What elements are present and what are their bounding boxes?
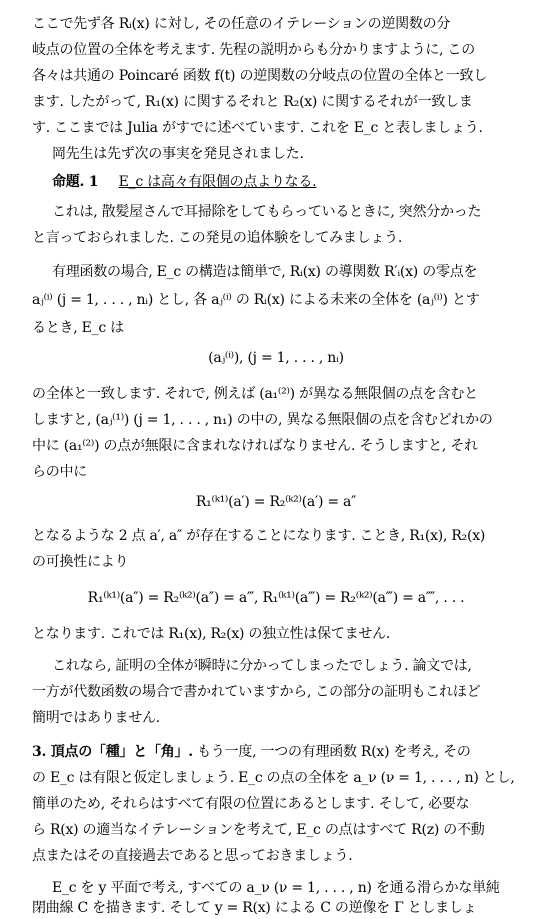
text-line: これは, 散髪屋さんで耳掃除をしてもらっているときに, 突然分かった <box>52 204 482 220</box>
text-line: 有理函数の場合, E_c の構造は簡単で, Rᵢ(x) の導関数 R′ᵢ(x) の零点を <box>52 264 478 280</box>
text-line: るとき, E_c は <box>32 320 124 336</box>
theorem-label: 命題. 1 <box>52 174 99 190</box>
section-heading: 3. 頂点の「種」と「角」. <box>32 744 193 760</box>
theorem-statement: E_c は高々有限個の点よりなる. <box>118 174 317 190</box>
text-line: と言っておられました. この発見の追体験をしてみましょう. <box>32 230 403 246</box>
text-line: の可換性により <box>32 554 129 570</box>
text-line: 岡先生は先ず次の事実を発見されました. <box>52 146 304 162</box>
theorem <box>52 172 540 192</box>
text-line: 簡単のため, それらはすべて有限の位置にあるとします. そして, 必要な <box>32 796 470 812</box>
text-line: となります. これでは R₁(x), R₂(x) の独立性は保てません. <box>32 626 391 642</box>
text-line: E_c を y 平面で考え, すべての a_ν (ν = 1, . . . , n) を通る滑らかな単純 <box>52 880 500 896</box>
text-line: となるような 2 点 a′, a″ が存在することになります. ことき, R₁(x), R₂(x) <box>32 528 486 544</box>
text-line: ここで先ず各 Rᵢ(x) に対し, その任意のイテレーションの逆関数の分 <box>32 16 451 32</box>
text-line: 閉曲線 C を描きます. そして y = R(x) による C の逆像を Γ としましょ <box>32 900 477 916</box>
text-line: 一方が代数函数の場合で書かれていますから, この部分の証明もこれほど <box>32 684 481 700</box>
text-fragment: を考え, その <box>393 744 471 760</box>
text-line: 簡明ではありません. <box>32 710 160 726</box>
text-line: らの中に <box>32 464 87 480</box>
display-formula: R₁⁽ᵏ¹⁾(a′) = R₂⁽ᵏ²⁾(a′) = a″ <box>195 494 357 510</box>
text-line: aⱼ⁽ⁱ⁾ (j = 1, . . . , nᵢ) とし, 各 aⱼ⁽ⁱ⁾ の Rᵢ(x) による未来の全体を (aⱼ⁽ⁱ⁾) とす <box>32 292 480 308</box>
text-line: ら R(x) の適当なイテレーションを考えて, E_c の点はすべて R(z) の不動 <box>32 822 485 838</box>
section-lead: もう一度, 一つの有理函数 R(x) <box>197 744 390 760</box>
text-line: の全体と一致します. それで, 例えば (a₁⁽²⁾) が異なる無限個の点を含むと <box>32 386 478 402</box>
display-formula: R₁⁽ᵏ¹⁾(a″) = R₂⁽ᵏ²⁾(a″) = a‴, R₁⁽ᵏ¹⁾(a‴) = R₂⁽ᵏ²⁾(a‴) = a⁗, . . . <box>87 590 465 606</box>
text-line: これなら, 証明の全体が瞬時に分かってしまったでしょう. 論文では, <box>52 658 472 674</box>
text-line: 各々は共通の Poincaré 函数 f(t) の逆関数の分岐点の位置の全体と一致し <box>32 68 487 84</box>
text-line: ます. したがって, R₁(x) に関するそれと R₂(x) に関するそれが一致しま <box>32 94 473 110</box>
display-formula: (aⱼ⁽ⁱ⁾), (j = 1, . . . , nᵢ) <box>208 350 344 366</box>
text-line: 点またはその直接過去であると思っておきましょう. <box>32 848 353 864</box>
text-line: の E_c は有限と仮定しましょう. E_c の点の全体を a_ν (ν = 1, . . . , n) とし, <box>32 770 515 786</box>
section-first-line <box>32 742 540 762</box>
text-line: 岐点の位置の全体を考えます. 先程の説明からも分かりますように, この <box>32 42 476 58</box>
text-line: す. ここまでは Julia がすでに述べています. これを E_c と表しましょう. <box>32 120 483 136</box>
text-line: 中に (a₁⁽²⁾) の点が無限に含まれなければなりません. そうしますと, それ <box>32 438 478 454</box>
text-line: しますと, (aⱼ⁽¹⁾) (j = 1, . . . , n₁) の中の, 異なる無限個の点を含むどれかの <box>32 412 493 428</box>
